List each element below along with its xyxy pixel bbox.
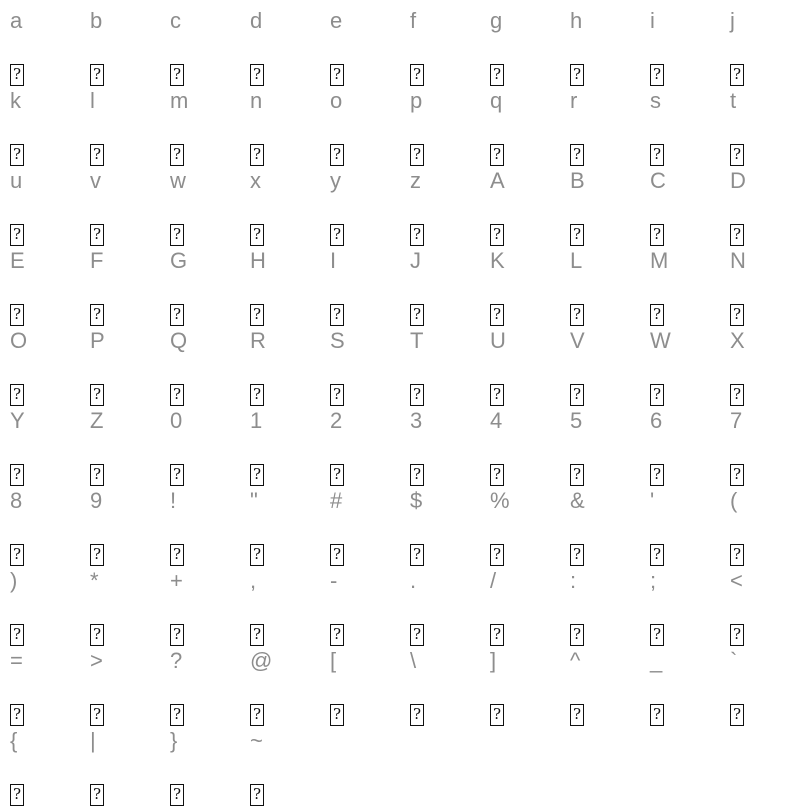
missing-glyph-box-icon: ?: [330, 224, 344, 246]
char-label: U: [490, 328, 506, 353]
char-label: R: [250, 328, 266, 353]
char-label: Z: [90, 408, 104, 433]
glyph-cell: [160, 8, 240, 88]
char-label: `: [730, 648, 738, 673]
glyph-cell: [560, 648, 640, 728]
glyph-cell: [160, 88, 240, 168]
glyph-cell: [480, 8, 560, 88]
missing-glyph-box-icon: ?: [490, 704, 504, 726]
glyph-cell: [160, 168, 240, 248]
char-label: s: [650, 88, 661, 113]
missing-glyph-box-icon: ?: [90, 624, 104, 646]
glyph-cell: [400, 488, 480, 568]
glyph-cell: [560, 88, 640, 168]
missing-glyph-box-icon: ?: [170, 304, 184, 326]
char-label: ~: [250, 728, 263, 753]
missing-glyph-box-icon: ?: [330, 624, 344, 646]
missing-glyph-box-icon: ?: [90, 224, 104, 246]
missing-glyph-box-icon: ?: [730, 384, 744, 406]
missing-glyph-box-icon: ?: [10, 464, 24, 486]
glyph-cell: [720, 648, 800, 728]
missing-glyph-box-icon: ?: [250, 544, 264, 566]
glyph-cell: [400, 8, 480, 88]
glyph-cell: [720, 488, 800, 568]
glyph-cell: [0, 408, 80, 488]
glyph-cell: [480, 88, 560, 168]
missing-glyph-box-icon: ?: [10, 704, 24, 726]
glyph-cell: [720, 328, 800, 408]
char-label: 2: [330, 408, 343, 433]
glyph-cell: [560, 248, 640, 328]
char-label: C: [650, 168, 666, 193]
missing-glyph-box-icon: ?: [730, 304, 744, 326]
glyph-cell: [480, 248, 560, 328]
missing-glyph-box-icon: ?: [410, 64, 424, 86]
char-label: Q: [170, 328, 188, 353]
char-label: 9: [90, 488, 103, 513]
missing-glyph-box-icon: ?: [170, 784, 184, 806]
char-label: t: [730, 88, 737, 113]
glyph-cell: [480, 568, 560, 648]
char-label: W: [650, 328, 671, 353]
char-label: 3: [410, 408, 423, 433]
glyph-cell: [560, 168, 640, 248]
missing-glyph-box-icon: ?: [570, 624, 584, 646]
glyph-cell: [640, 648, 720, 728]
missing-glyph-box-icon: ?: [10, 304, 24, 326]
missing-glyph-box-icon: ?: [730, 464, 744, 486]
missing-glyph-box-icon: ?: [90, 384, 104, 406]
glyph-cell: [720, 248, 800, 328]
char-label: y: [330, 168, 341, 193]
missing-glyph-box-icon: ?: [490, 64, 504, 86]
char-label: *: [90, 568, 99, 593]
glyph-cell: [400, 408, 480, 488]
char-label: q: [490, 88, 503, 113]
char-label: ': [650, 488, 655, 513]
glyph-cell: [160, 408, 240, 488]
char-label: @: [250, 648, 273, 673]
glyph-cell: [320, 248, 400, 328]
char-label: |: [90, 728, 96, 753]
missing-glyph-box-icon: ?: [570, 224, 584, 246]
char-label: .: [410, 568, 417, 593]
glyph-cell: [640, 328, 720, 408]
glyph-cell: [400, 328, 480, 408]
char-label: +: [170, 568, 183, 593]
char-label: i: [650, 8, 655, 33]
char-label: &: [570, 488, 585, 513]
char-label: 4: [490, 408, 503, 433]
char-label: c: [170, 8, 181, 33]
char-label: >: [90, 648, 103, 673]
glyph-cell: [480, 408, 560, 488]
missing-glyph-box-icon: ?: [490, 464, 504, 486]
missing-glyph-box-icon: ?: [650, 224, 664, 246]
missing-glyph-box-icon: ?: [730, 704, 744, 726]
char-label: g: [490, 8, 503, 33]
char-label: B: [570, 168, 585, 193]
glyph-cell: [0, 728, 80, 808]
glyph-cell: [160, 248, 240, 328]
missing-glyph-box-icon: ?: [490, 624, 504, 646]
char-label: 8: [10, 488, 23, 513]
missing-glyph-box-icon: ?: [10, 64, 24, 86]
glyph-cell: [0, 88, 80, 168]
glyph-cell: [80, 328, 160, 408]
missing-glyph-box-icon: ?: [90, 704, 104, 726]
missing-glyph-box-icon: ?: [170, 544, 184, 566]
glyph-cell: [640, 168, 720, 248]
missing-glyph-box-icon: ?: [650, 624, 664, 646]
glyph-cell: [480, 648, 560, 728]
missing-glyph-box-icon: ?: [90, 784, 104, 806]
glyph-cell: [320, 8, 400, 88]
char-label: (: [730, 488, 738, 513]
glyph-cell: [320, 488, 400, 568]
missing-glyph-box-icon: ?: [410, 384, 424, 406]
glyph-cell: [0, 168, 80, 248]
char-label: #: [330, 488, 343, 513]
missing-glyph-box-icon: ?: [410, 304, 424, 326]
glyph-cell: [560, 488, 640, 568]
char-label: /: [490, 568, 497, 593]
char-label: l: [90, 88, 95, 113]
char-label: b: [90, 8, 103, 33]
char-label: z: [410, 168, 421, 193]
missing-glyph-box-icon: ?: [570, 64, 584, 86]
missing-glyph-box-icon: ?: [490, 144, 504, 166]
char-label: P: [90, 328, 105, 353]
glyph-cell: [480, 168, 560, 248]
char-label: L: [570, 248, 583, 273]
glyph-cell: [0, 488, 80, 568]
missing-glyph-box-icon: ?: [650, 304, 664, 326]
char-label: =: [10, 648, 23, 673]
glyph-cell: [0, 648, 80, 728]
missing-glyph-box-icon: ?: [90, 464, 104, 486]
missing-glyph-box-icon: ?: [250, 704, 264, 726]
glyph-cell: [640, 488, 720, 568]
missing-glyph-box-icon: ?: [170, 144, 184, 166]
glyph-cell: [400, 648, 480, 728]
char-label: I: [330, 248, 337, 273]
glyph-cell: [240, 88, 320, 168]
missing-glyph-box-icon: ?: [330, 304, 344, 326]
missing-glyph-box-icon: ?: [490, 384, 504, 406]
missing-glyph-box-icon: ?: [10, 784, 24, 806]
missing-glyph-box-icon: ?: [650, 464, 664, 486]
missing-glyph-box-icon: ?: [650, 144, 664, 166]
char-label: -: [330, 568, 338, 593]
char-label: a: [10, 8, 23, 33]
missing-glyph-box-icon: ?: [730, 624, 744, 646]
missing-glyph-box-icon: ?: [410, 224, 424, 246]
missing-glyph-box-icon: ?: [650, 64, 664, 86]
glyph-cell: [640, 568, 720, 648]
missing-glyph-box-icon: ?: [10, 384, 24, 406]
missing-glyph-box-icon: ?: [170, 464, 184, 486]
char-label: ): [10, 568, 18, 593]
glyph-cell: [320, 408, 400, 488]
glyph-cell: [80, 648, 160, 728]
char-label: ,: [250, 568, 257, 593]
glyph-cell: [320, 168, 400, 248]
glyph-cell: [400, 568, 480, 648]
missing-glyph-box-icon: ?: [330, 384, 344, 406]
missing-glyph-box-icon: ?: [410, 144, 424, 166]
char-label: A: [490, 168, 505, 193]
char-label: {: [10, 728, 18, 753]
char-label: E: [10, 248, 25, 273]
char-label: e: [330, 8, 343, 33]
missing-glyph-box-icon: ?: [330, 464, 344, 486]
missing-glyph-box-icon: ?: [250, 464, 264, 486]
glyph-cell: [160, 488, 240, 568]
glyph-cell: [720, 568, 800, 648]
missing-glyph-box-icon: ?: [250, 144, 264, 166]
char-label: :: [570, 568, 577, 593]
missing-glyph-box-icon: ?: [10, 624, 24, 646]
char-label: H: [250, 248, 266, 273]
missing-glyph-box-icon: ?: [570, 144, 584, 166]
char-label: T: [410, 328, 424, 353]
char-label: _: [650, 648, 663, 673]
char-label: K: [490, 248, 505, 273]
glyph-cell: [640, 8, 720, 88]
char-label: 7: [730, 408, 743, 433]
missing-glyph-box-icon: ?: [330, 64, 344, 86]
char-label: }: [170, 728, 178, 753]
glyph-cell: [400, 168, 480, 248]
char-label: N: [730, 248, 746, 273]
missing-glyph-box-icon: ?: [410, 704, 424, 726]
missing-glyph-box-icon: ?: [170, 224, 184, 246]
glyph-cell: [240, 568, 320, 648]
missing-glyph-box-icon: ?: [250, 224, 264, 246]
char-label: 0: [170, 408, 183, 433]
char-label: ]: [490, 648, 497, 673]
missing-glyph-box-icon: ?: [570, 384, 584, 406]
missing-glyph-box-icon: ?: [250, 384, 264, 406]
missing-glyph-box-icon: ?: [10, 224, 24, 246]
char-label: ^: [570, 648, 581, 673]
missing-glyph-box-icon: ?: [90, 304, 104, 326]
missing-glyph-box-icon: ?: [90, 144, 104, 166]
char-label: D: [730, 168, 746, 193]
glyph-cell: [80, 728, 160, 808]
missing-glyph-box-icon: ?: [170, 384, 184, 406]
char-label: k: [10, 88, 21, 113]
char-label: p: [410, 88, 423, 113]
char-label: o: [330, 88, 343, 113]
glyph-cell: [80, 488, 160, 568]
glyph-cell: [240, 328, 320, 408]
glyph-cell: [560, 328, 640, 408]
missing-glyph-box-icon: ?: [650, 704, 664, 726]
char-label: $: [410, 488, 423, 513]
glyph-cell: [720, 8, 800, 88]
char-label: J: [410, 248, 421, 273]
missing-glyph-box-icon: ?: [250, 624, 264, 646]
glyph-cell: [560, 8, 640, 88]
missing-glyph-box-icon: ?: [730, 144, 744, 166]
glyph-cell: [0, 568, 80, 648]
char-label: 5: [570, 408, 583, 433]
glyph-cell: [80, 168, 160, 248]
char-label: F: [90, 248, 104, 273]
glyph-cell: [160, 568, 240, 648]
missing-glyph-box-icon: ?: [490, 224, 504, 246]
missing-glyph-box-icon: ?: [650, 384, 664, 406]
char-label: 1: [250, 408, 263, 433]
glyph-cell: [160, 728, 240, 808]
missing-glyph-box-icon: ?: [730, 544, 744, 566]
glyph-cell: [160, 648, 240, 728]
glyph-cell: [640, 88, 720, 168]
char-label: m: [170, 88, 189, 113]
char-label: O: [10, 328, 28, 353]
glyph-cell: [0, 8, 80, 88]
missing-glyph-box-icon: ?: [10, 144, 24, 166]
glyph-cell: [400, 88, 480, 168]
char-label: v: [90, 168, 101, 193]
char-label: \: [410, 648, 417, 673]
char-label: w: [170, 168, 186, 193]
glyph-cell: [640, 408, 720, 488]
glyph-cell: [240, 648, 320, 728]
missing-glyph-box-icon: ?: [10, 544, 24, 566]
glyph-cell: [720, 88, 800, 168]
char-label: ": [250, 488, 258, 513]
glyph-cell: [560, 408, 640, 488]
char-label: M: [650, 248, 669, 273]
char-label: ;: [650, 568, 657, 593]
missing-glyph-box-icon: ?: [170, 64, 184, 86]
glyph-cell: [240, 488, 320, 568]
glyph-cell: [0, 248, 80, 328]
char-label: h: [570, 8, 583, 33]
char-label: X: [730, 328, 745, 353]
char-label: V: [570, 328, 585, 353]
char-label: S: [330, 328, 345, 353]
glyph-cell: [240, 8, 320, 88]
glyph-cell: [320, 328, 400, 408]
char-label: f: [410, 8, 417, 33]
missing-glyph-box-icon: ?: [90, 64, 104, 86]
glyph-cell: [640, 248, 720, 328]
glyph-cell: [320, 648, 400, 728]
glyph-cell: [720, 408, 800, 488]
glyph-cell: [240, 728, 320, 808]
missing-glyph-box-icon: ?: [250, 304, 264, 326]
missing-glyph-box-icon: ?: [570, 304, 584, 326]
missing-glyph-box-icon: ?: [570, 704, 584, 726]
glyph-cell: [480, 328, 560, 408]
glyph-cell: [560, 568, 640, 648]
glyph-cell: [80, 408, 160, 488]
char-label: <: [730, 568, 743, 593]
glyph-cell: [240, 408, 320, 488]
char-label: x: [250, 168, 261, 193]
char-label: d: [250, 8, 263, 33]
missing-glyph-box-icon: ?: [730, 224, 744, 246]
missing-glyph-box-icon: ?: [90, 544, 104, 566]
glyph-cell: [80, 88, 160, 168]
missing-glyph-box-icon: ?: [570, 464, 584, 486]
glyph-cell: [160, 328, 240, 408]
char-label: %: [490, 488, 510, 513]
glyph-cell: [80, 248, 160, 328]
missing-glyph-box-icon: ?: [330, 144, 344, 166]
glyph-cell: [240, 168, 320, 248]
glyph-cell: [480, 488, 560, 568]
char-label: !: [170, 488, 177, 513]
char-label: ?: [170, 648, 183, 673]
glyph-cell: [0, 328, 80, 408]
char-label: [: [330, 648, 337, 673]
char-label: r: [570, 88, 578, 113]
char-label: G: [170, 248, 188, 273]
missing-glyph-box-icon: ?: [250, 784, 264, 806]
missing-glyph-box-icon: ?: [330, 544, 344, 566]
missing-glyph-box-icon: ?: [490, 304, 504, 326]
glyph-cell: [400, 248, 480, 328]
char-label: 6: [650, 408, 663, 433]
missing-glyph-box-icon: ?: [330, 704, 344, 726]
glyph-cell: [320, 88, 400, 168]
missing-glyph-box-icon: ?: [170, 624, 184, 646]
missing-glyph-box-icon: ?: [250, 64, 264, 86]
missing-glyph-box-icon: ?: [650, 544, 664, 566]
missing-glyph-box-icon: ?: [410, 544, 424, 566]
missing-glyph-box-icon: ?: [410, 464, 424, 486]
missing-glyph-box-icon: ?: [170, 704, 184, 726]
char-label: Y: [10, 408, 25, 433]
char-label: j: [730, 8, 735, 33]
glyph-cell: [80, 568, 160, 648]
missing-glyph-box-icon: ?: [570, 544, 584, 566]
glyph-cell: [80, 8, 160, 88]
missing-glyph-box-icon: ?: [490, 544, 504, 566]
char-label: n: [250, 88, 263, 113]
glyph-cell: [720, 168, 800, 248]
glyph-cell: [240, 248, 320, 328]
missing-glyph-box-icon: ?: [730, 64, 744, 86]
char-label: u: [10, 168, 23, 193]
missing-glyph-box-icon: ?: [410, 624, 424, 646]
glyph-cell: [320, 568, 400, 648]
